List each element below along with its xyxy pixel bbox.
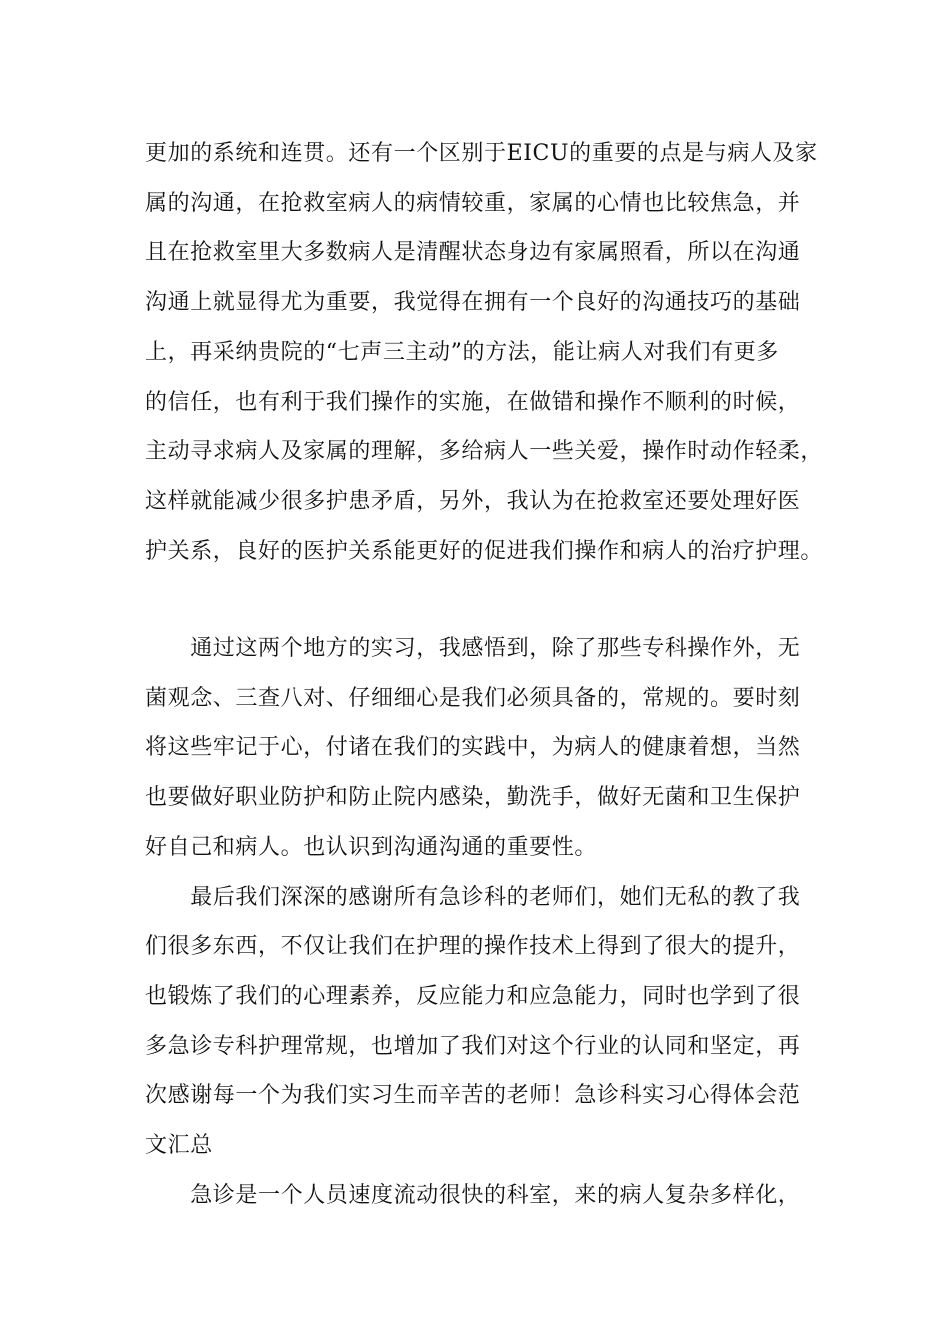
- text-line: 最后我们深深的感谢所有急诊科的老师们，她们无私的教了我: [145, 884, 801, 910]
- text-line: 文汇总: [145, 1133, 213, 1159]
- text-line: 更加的系统和连贯。还有一个区别于EICU的重要的点是与病人及家: [145, 141, 818, 166]
- body-text-continued: [145, 624, 825, 1220]
- text-line: 多急诊专科护理常规，也增加了我们对这个行业的认同和坚定，再: [145, 1033, 801, 1059]
- text-line: 菌观念、三查八对、仔细细心是我们必须具备的，常规的。要时刻: [145, 685, 801, 711]
- text-line: 上，再采纳贵院的“七声三主动”的方法，能让病人对我们有更多: [145, 339, 779, 365]
- text-line: 属的沟通，在抢救室病人的病情较重，家属的心情也比较焦急，并: [145, 190, 801, 216]
- text-line: 将这些牢记于心，付诸在我们的实践中，为病人的健康着想，当然: [145, 735, 801, 761]
- text-line: 沟通上就显得尤为重要，我觉得在拥有一个良好的沟通技巧的基础: [145, 290, 801, 316]
- text-line: 且在抢救室里大多数病人是清醒状态身边有家属照看，所以在沟通: [145, 240, 801, 266]
- text-line: 主动寻求病人及家属的理解，多给病人一些关爱，操作时动作轻柔，: [145, 439, 824, 465]
- text-line: 这样就能减少很多护患矛盾，另外，我认为在抢救室还要处理好医: [145, 488, 801, 514]
- text-line: 们很多东西，不仅让我们在护理的操作技术上得到了很大的提升，: [145, 934, 801, 960]
- text-line: 好自己和病人。也认识到沟通沟通的重要性。: [145, 834, 598, 860]
- text-line: 次感谢每一个为我们实习生而辛苦的老师！急诊科实习心得体会范: [145, 1083, 801, 1109]
- text-line: 也要做好职业防护和防止院内感染，勤洗手，做好无菌和卫生保护: [145, 785, 801, 811]
- paragraph-communication: [145, 129, 825, 576]
- text-line: 的信任，也有利于我们操作的实施，在做错和操作不顺利的时候，: [145, 389, 801, 415]
- text-line: 护关系，良好的医护关系能更好的促进我们操作和病人的治疗护理。: [145, 538, 824, 564]
- text-line: 急诊是一个人员速度流动很快的科室，来的病人复杂多样化，: [145, 1182, 801, 1208]
- text-line: 通过这两个地方的实习，我感悟到，除了那些专科操作外，无: [145, 636, 801, 661]
- text-line: 也锻炼了我们的心理素养，反应能力和应急能力，同时也学到了很: [145, 983, 801, 1009]
